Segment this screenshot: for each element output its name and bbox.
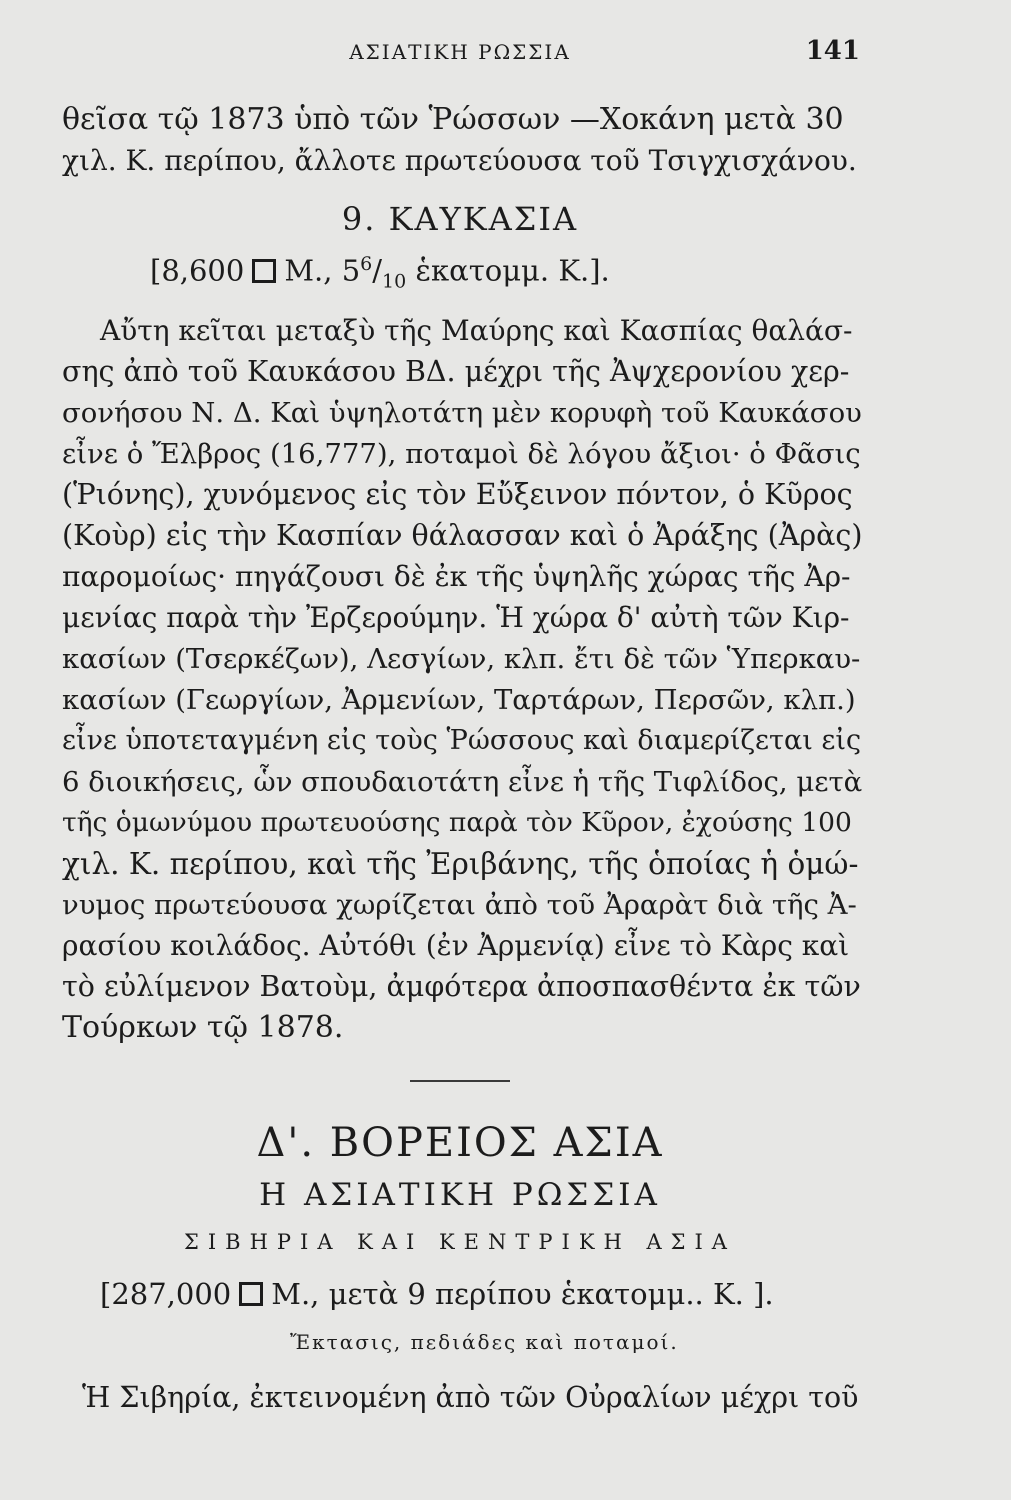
text-line: κασίων (Γεωργίων, Ἀρμενίων, Ταρτάρων, Περσῶν, κλπ.) — [62, 684, 856, 716]
text-line: θεῖσα τῷ 1873 ὑπὸ τῶν Ῥώσσων —Χοκάνη μετὰ 30 — [62, 102, 844, 137]
text-line: εἶνε ὑποτεταγμένη εἰς τοὺς Ῥώσσους καὶ διαμερίζεται εἰς — [62, 725, 862, 756]
subtopic-heading: Ἔκτασις, πεδιάδες καὶ ποταμοί. — [290, 1330, 679, 1354]
chapter-subheading: ΣΙΒΗΡΙΑ ΚΑΙ ΚΕΝΤΡΙΚΗ ΑΣΙΑ — [184, 1230, 736, 1254]
text-line: τῆς ὁμωνύμου πρωτευούσης παρὰ τὸν Κῦρον, ἐχούσης 100 — [62, 807, 852, 838]
text-line: Τούρκων τῷ 1878. — [62, 1010, 344, 1045]
text-line: σης ἀπὸ τοῦ Καυκάσου ΒΔ. μέχρι τῆς Ἀψχερονίου χερ- — [62, 355, 850, 388]
text-line: (Κοὺρ) εἰς τὴν Κασπίαν θάλασσαν καὶ ὁ Ἀράξης (Ἀρὰς) — [62, 519, 863, 552]
bracket-close: ἑκατομμ. Κ.]. — [415, 253, 610, 288]
running-title — [60, 40, 860, 64]
text-line: 6 διοικήσεις, ὧν σπουδαιοτάτη εἶνε ἡ τῆς Τιφλίδος, μετὰ — [62, 766, 863, 798]
text-line: μενίας παρὰ τὴν Ἐρζερούμην. Ἡ χώρα δ' αὐτὴ τῶν Κιρ- — [62, 601, 850, 634]
text-line: Ἡ Σιβηρία, ἐκτεινομένη ἀπὸ τῶν Οὐραλίων μέχρι τοῦ — [82, 1381, 859, 1414]
square-miles-icon — [252, 259, 276, 283]
section-divider — [410, 1080, 510, 1082]
chapter-heading: Η ΑΣΙΑΤΙΚΗ ΡΩΣΣΙΑ — [259, 1177, 661, 1213]
text-line: εἶνε ὁ Ἔλβρος (16,777), ποταμοὶ δὲ λόγου ἄξιοι· ὁ Φᾶσις — [62, 438, 861, 470]
bracket-open: [287,000 — [100, 1277, 232, 1311]
area-population-note: [8,600 Μ., $5^6/_{10}$ ἑκατομμ. Κ.]. — [150, 253, 610, 293]
running-title-text: ΑΣΙΑΤΙΚΗ ΡΩΣΣΙΑ — [349, 40, 571, 64]
text-line: κασίων (Τσερκέζων), Λεσγίων, κλπ. ἔτι δὲ τῶν Ὑπερκαυ- — [62, 643, 861, 675]
bracket-open: [8,600 — [150, 253, 245, 288]
text-line: σονήσου Ν. Δ. Καὶ ὑψηλοτάτη μὲν κορυφὴ τοῦ Καυκάσου — [62, 397, 862, 429]
text-line: νυμος πρωτεύουσα χωρίζεται ἀπὸ τοῦ Ἀραρὰτ διὰ τῆς Ἀ- — [62, 889, 857, 921]
fraction-numerator: 6 — [360, 253, 373, 275]
fraction-denominator: 10 — [382, 270, 407, 293]
text-line: (Ῥιόνης), χυνόμενος εἰς τὸν Εὔξεινον πόντον, ὁ Κῦρος — [62, 478, 853, 511]
bracket-rest: Μ., μετὰ 9 περίπου ἑκατομμ.. Κ. ]. — [271, 1277, 774, 1311]
text-line: τὸ εὐλίμενον Βατοὺμ, ἀμφότερα ἀποσπασθέντα ἐκ τῶν — [62, 970, 861, 1003]
text-line: Αὔτη κεῖται μεταξὺ τῆς Μαύρης καὶ Κασπίας θαλάσ- — [100, 314, 853, 347]
text-line: χιλ. Κ. περίπου, καὶ τῆς Ἐριβάνης, τῆς ὁποίας ἡ ὁμώ- — [62, 847, 859, 881]
text-line: ρασίου κοιλάδος. Αὐτόθι (ἐν Ἀρμενίᾳ) εἶνε τὸ Κὰρς καὶ — [62, 929, 850, 962]
text-line: παρομοίως· πηγάζουσι δὲ ἐκ τῆς ὑψηλῆς χώρας τῆς Ἀρ- — [62, 560, 851, 593]
area-population-note — [100, 1277, 860, 1311]
page-number: 141 — [805, 36, 860, 66]
bracket-unit: Μ., 5 — [284, 253, 361, 288]
part-heading: Δ'. ΒΟΡΕΙΟΣ ΑΣΙΑ — [256, 1120, 664, 1166]
square-miles-icon — [239, 1282, 263, 1306]
section-heading: 9. ΚΑΥΚΑΣΙΑ — [341, 200, 579, 238]
text-line: χιλ. Κ. περίπου, ἄλλοτε πρωτεύουσα τοῦ Τσιγχισχάνου. — [62, 144, 857, 177]
